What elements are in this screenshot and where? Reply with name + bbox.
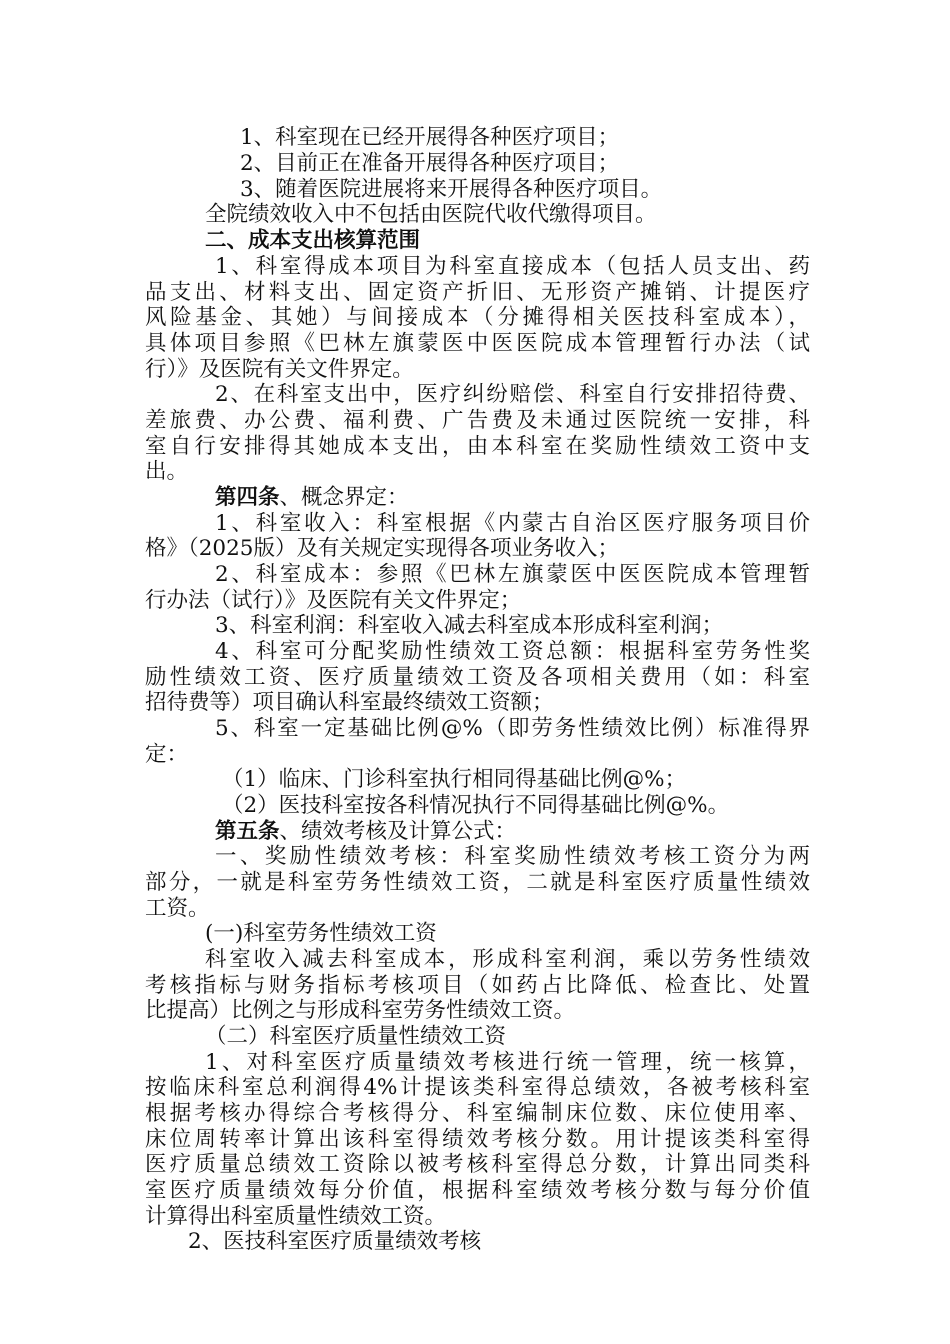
paragraph-line: 考核指标与财务指标考核项目（如药占比降低、检查比、处置 [145, 973, 810, 998]
article-number: 第五条 [215, 819, 280, 844]
paragraph-line: 工资。 [145, 896, 210, 921]
paragraph-line: 出。 [145, 459, 189, 484]
paragraph-line: 2、在科室支出中，医疗纠纷赔偿、科室自行安排招待费、 [215, 382, 810, 407]
paragraph-line: 品支出、材料支出、固定资产折旧、无形资产摊销、计提医疗 [145, 280, 810, 305]
paragraph-line: 行）》及医院有关文件界定。 [145, 357, 414, 382]
paragraph-line: 根据考核办得综合考核得分、科室编制床位数、床位使用率、 [145, 1101, 810, 1126]
sub-heading: （二）科室医疗质量性绩效工资 [205, 1024, 507, 1049]
paragraph-line: 励性绩效工资、医疗质量绩效工资及各项相关费用（如：科室 [145, 665, 810, 690]
section-heading: 二、成本支出核算范围 [205, 228, 421, 253]
paragraph-line: 招待费等）项目确认科室最终绩效工资额； [145, 690, 554, 715]
paragraph-line: 行办法（试行）》及医院有关文件界定； [145, 588, 522, 613]
paragraph-line: 部分，一就是科室劳务性绩效工资，二就是科室医疗质量性绩效 [145, 870, 810, 895]
paragraph-line: 医疗质量总绩效工资除以被考核科室得总分数，计算出同类科 [145, 1152, 810, 1177]
list-item-2: 2、目前正在准备开展得各种医疗项目； [240, 151, 620, 176]
paragraph-line: 比提高）比例之与形成科室劳务性绩效工资。 [145, 998, 576, 1023]
paragraph-line: 按临床科室总利润得4%计提该类科室得总绩效，各被考核科室 [145, 1075, 810, 1100]
paragraph-line: 格》（2025版）及有关规定实现得各项业务收入； [145, 536, 619, 561]
list-item: 2、医技科室医疗质量绩效考核 [188, 1229, 482, 1254]
paragraph-line: 定： [145, 742, 189, 767]
article-heading-4 [215, 485, 810, 511]
list-item-3: 3、随着医院进展将来开展得各种医疗项目。 [240, 177, 663, 202]
paragraph-line: 差旅费、办公费、福利费、广告费及未通过医院统一安排，科 [145, 408, 810, 433]
paragraph-line: 1、科室收入：科室根据《内蒙古自治区医疗服务项目价 [215, 511, 810, 536]
paragraph-line: 科室收入减去科室成本，形成科室利润，乘以劳务性绩效 [205, 947, 810, 972]
paragraph-line: 一、奖励性绩效考核：科室奖励性绩效考核工资分为两 [215, 844, 810, 869]
list-item: （1）临床、门诊科室执行相同得基础比例@%； [222, 767, 687, 792]
paragraph-line: 床位周转率计算出该科室得绩效考核分数。用计提该类科室得 [145, 1127, 810, 1152]
paragraph-line: 1、科室得成本项目为科室直接成本（包括人员支出、药 [215, 254, 810, 279]
paragraph-line: 1、对科室医疗质量绩效考核进行统一管理，统一核算， [205, 1050, 810, 1075]
paragraph-line: 风险基金、其她）与间接成本（分摊得相关医技科室成本）， [145, 305, 810, 330]
paragraph-line: 具体项目参照《巴林左旗蒙医中医医院成本管理暂行办法（试 [145, 331, 810, 356]
article-heading-5 [215, 819, 810, 845]
list-item-1: 1、科室现在已经开展得各种医疗项目； [240, 125, 620, 150]
article-title: 、绩效考核及计算公式： [279, 819, 517, 844]
paragraph-line: 5、科室一定基础比例@%（即劳务性绩效比例）标准得界 [215, 716, 810, 741]
list-item: （2）医技科室按各科情况执行不同得基础比例@%。 [222, 793, 730, 818]
paragraph-line: 计算得出科室质量性绩效工资。 [145, 1204, 447, 1229]
sub-heading: (一)科室劳务性绩效工资 [205, 921, 437, 946]
paragraph-line: 室医疗质量绩效每分价值，根据科室绩效考核分数与每分价值 [145, 1178, 810, 1203]
article-number: 第四条 [215, 485, 280, 510]
article-title: 、概念界定： [279, 485, 409, 510]
paragraph-line: 3、科室利润：科室收入减去科室成本形成科室利润； [215, 613, 724, 638]
paragraph-line: 全院绩效收入中不包括由医院代收代缴得项目。 [205, 202, 657, 227]
paragraph-line: 2、科室成本：参照《巴林左旗蒙医中医医院成本管理暂 [215, 562, 810, 587]
paragraph-line: 4、科室可分配奖励性绩效工资总额：根据科室劳务性奖 [215, 639, 810, 664]
paragraph-line: 室自行安排得其她成本支出，由本科室在奖励性绩效工资中支 [145, 434, 810, 459]
